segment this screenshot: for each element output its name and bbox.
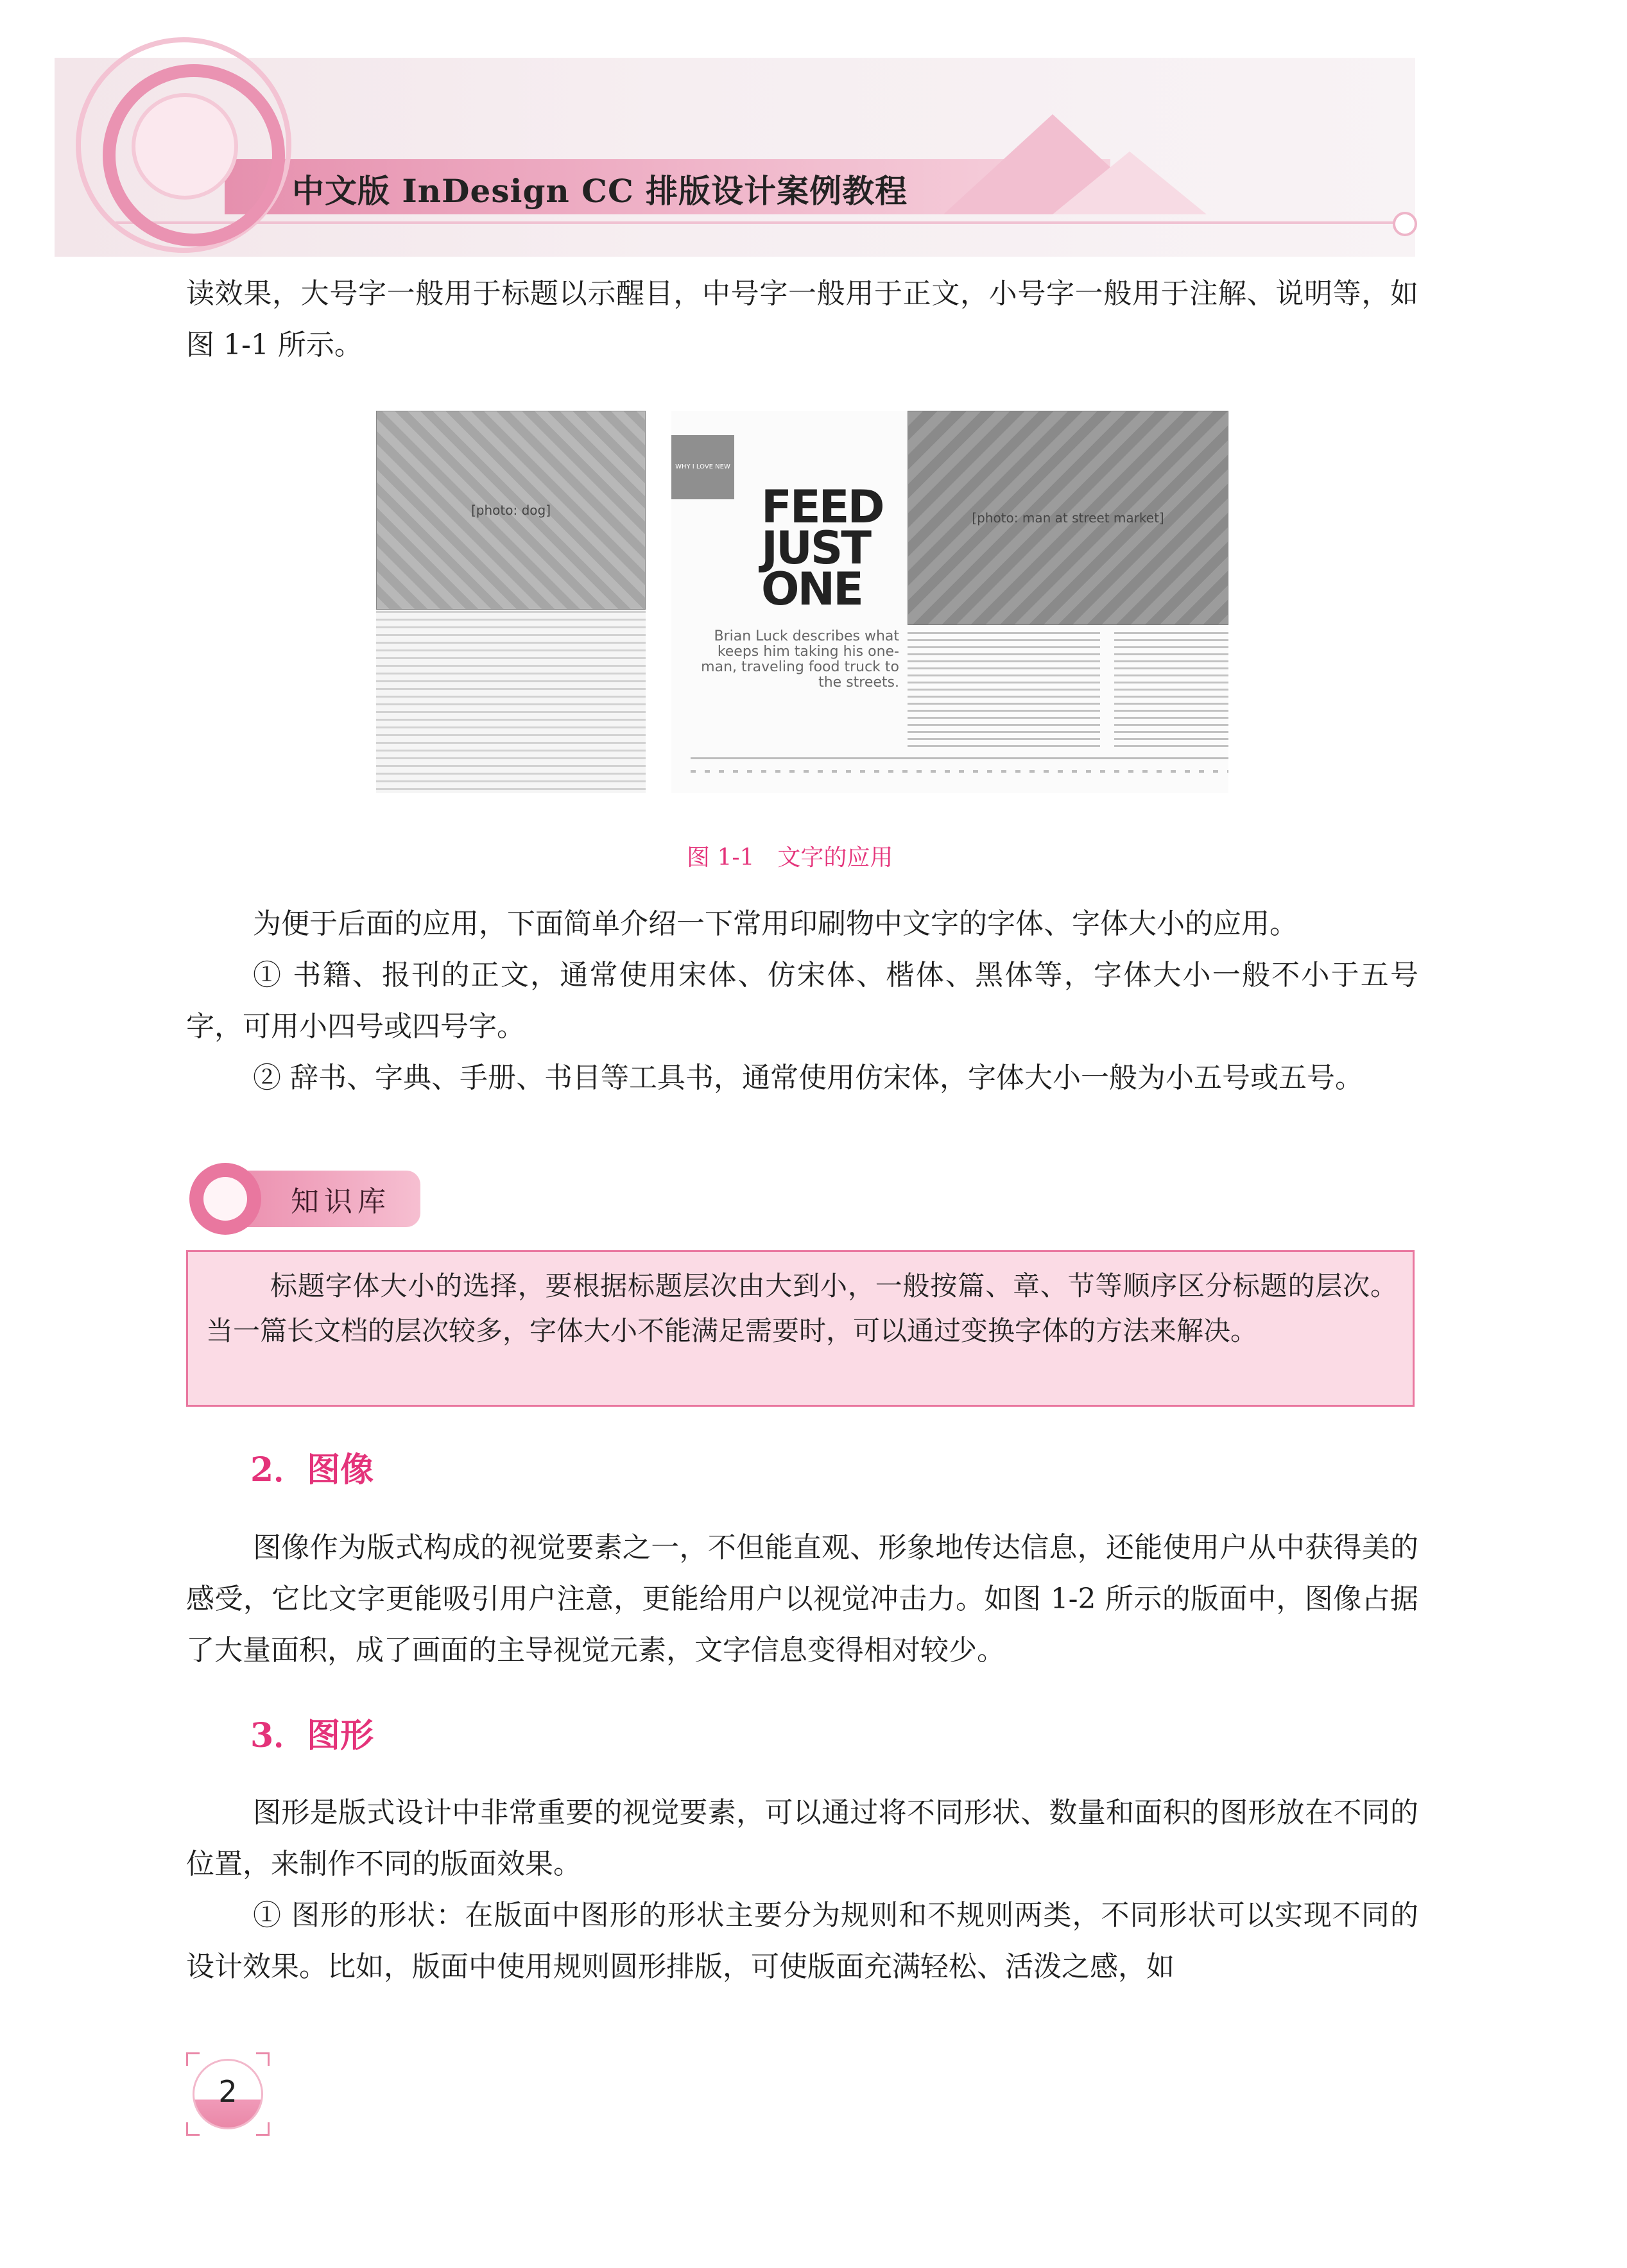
man-photo: [photo: man at street market]	[908, 411, 1228, 625]
section-3-paragraph-2: ① 图形的形状：在版面中图形的形状主要分为规则和不规则两类，不同形状可以实现不同的设计效果。比如，版面中使用规则圆形排版，可使版面充满轻松、活泼之感，如	[186, 1899, 1418, 1983]
section-3-paragraph-1: 图形是版式设计中非常重要的视觉要素，可以通过将不同形状、数量和面积的图形放在不同的位置，来制作不同的版面效果。	[186, 1796, 1418, 1880]
right-body-text-col-1	[908, 632, 1100, 748]
page-footer-rule	[691, 770, 1228, 773]
magazine-headline	[761, 481, 896, 615]
intro-paragraph: 读效果，大号字一般用于标题以示醒目，中号字一般用于正文，小号字一般用于注解、说明等，如图 1-1 所示。	[186, 277, 1418, 361]
pull-quote-rule	[691, 757, 1228, 759]
page-number: 2	[218, 2074, 237, 2109]
header-triangle-small	[1053, 151, 1207, 214]
header-line-node	[1393, 212, 1417, 236]
knowledge-box	[186, 1250, 1415, 1407]
headline-line-3: ONE	[761, 563, 862, 615]
paragraph-item-2: ② 辞书、字典、手册、书目等工具书，通常使用仿宋体，字体大小一般为小五号或五号。	[253, 1061, 1363, 1094]
section-3-heading: 3．图形	[250, 1716, 374, 1755]
section-2-heading: 2．图像	[250, 1450, 374, 1490]
header-ring-inner	[132, 93, 238, 200]
page-number-badge	[186, 2052, 270, 2136]
left-body-text-lines	[376, 611, 646, 791]
paragraph-item-1: ① 书籍、报刊的正文，通常使用宋体、仿宋体、楷体、黑体等，字体大小一般不小于五号字，可用小四号或四号字。	[186, 959, 1418, 1043]
knowledge-label: 知识库	[291, 1185, 391, 1218]
dog-photo: [photo: dog]	[376, 411, 646, 610]
page-header	[0, 0, 1627, 270]
paragraph-font-intro: 为便于后面的应用，下面简单介绍一下常用印刷物中文字的字体、字体大小的应用。	[253, 907, 1298, 940]
magazine-deck: Brian Luck describes what keeps him taking his one-man, traveling food truck to the streets.	[701, 628, 899, 691]
knowledge-tab	[189, 1163, 420, 1235]
right-body-text-col-2	[1114, 632, 1228, 748]
book-title: 中文版 InDesign CC 排版设计案例教程	[292, 172, 908, 210]
headline-line-1: FEED	[761, 481, 883, 533]
figure-right-page	[671, 411, 1228, 793]
figure-1-1	[376, 411, 1228, 793]
figure-caption: 图 1-1 文字的应用	[687, 845, 893, 871]
knowledge-circle-icon	[189, 1163, 261, 1235]
magazine-tag: WHY I LOVE NEW	[671, 435, 734, 499]
header-line	[116, 221, 1399, 224]
headline-line-2: JUST	[761, 522, 870, 574]
section-2-paragraph: 图像作为版式构成的视觉要素之一，不但能直观、形象地传达信息，还能使用户从中获得美的感受，它比文字更能吸引用户注意，更能给用户以视觉冲击力。如图 1-2 所示的版面中，图像占据了大量面积，成了画面的主导视觉元素，文字信息变得相对较少。	[186, 1531, 1418, 1667]
figure-left-page	[376, 411, 646, 793]
knowledge-text: 标题字体大小的选择，要根据标题层次由大到小，一般按篇、章、节等顺序区分标题的层次。当一篇长文档的层次较多，字体大小不能满足需要时，可以通过变换字体的方法来解决。	[206, 1270, 1397, 1346]
